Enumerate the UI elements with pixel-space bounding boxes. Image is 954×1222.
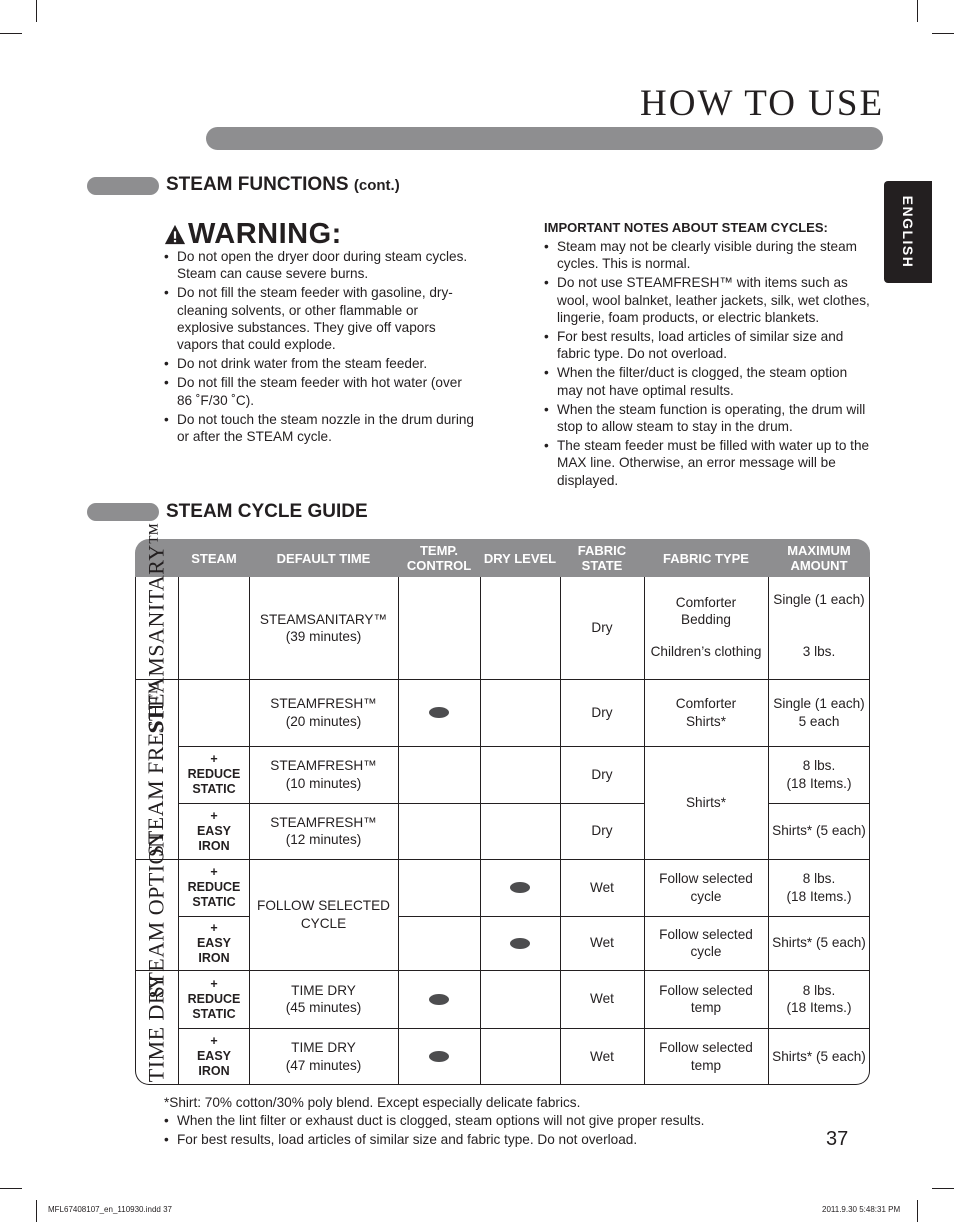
max-amount-cell: Shirts* (5 each) [772, 1048, 866, 1064]
table-hline [398, 916, 480, 917]
fabric-type-cell: Follow selected temp [659, 1040, 753, 1073]
fabric-type-cell: Comforter Bedding [675, 594, 737, 627]
temp-control-dot [429, 994, 449, 1005]
steam-option-cell: + EASY IRON [196, 1034, 232, 1078]
column-header: MAXIMUM AMOUNT [787, 543, 851, 573]
warning-item: • Do not open the dryer door during steam cycles. Steam can cause severe burns. [164, 248, 474, 282]
footnote-item: • For best results, load articles of similar size and fabric type. Do not overload. [164, 1131, 804, 1148]
section-title-steam-functions [166, 174, 400, 196]
notes-list [544, 238, 874, 491]
warning-icon [164, 224, 186, 246]
temp-control-dot [429, 1051, 449, 1062]
fabric-type-cell: Follow selected cycle [659, 871, 753, 904]
default-time-cell: TIME DRY (47 minutes) [285, 1040, 362, 1073]
group-label-text: STEAMSANITARY™ [143, 522, 169, 734]
column-header: DRY LEVEL [483, 550, 557, 566]
imprint-left: MFL67408107_en_110930.indd 37 [48, 1205, 172, 1214]
dry-level-dot [510, 882, 530, 893]
fabric-state-cell: Wet [590, 991, 614, 1007]
max-amount-cell: Shirts* (5 each) [772, 823, 866, 839]
max-amount-cell: Single (1 each) 5 each [773, 696, 865, 729]
fabric-state-cell: Dry [591, 620, 613, 636]
crop-mark [932, 33, 954, 34]
group-label-text: STEAM FRESH™ [143, 680, 169, 858]
warning-item: • Do not fill the steam feeder with gasoline, dry-cleaning solvents, or other flammable or explosive substances. They give off vapors vapors that could explode. [164, 284, 474, 353]
crop-mark [917, 1200, 918, 1222]
footnote-shirt: *Shirt: 70% cotton/30% poly blend. Except especially delicate fabrics. [164, 1095, 581, 1110]
page-title: HOW TO USE [640, 83, 885, 124]
notes-item: • When the steam function is operating, the drum will stop to allow steam to stay in the drum. [544, 401, 874, 435]
warning-heading [164, 218, 342, 251]
table-hline [480, 803, 560, 804]
table-hline [398, 1028, 480, 1029]
default-time-cell: STEAMSANITARY™ (39 minutes) [259, 611, 388, 644]
group-label-text: STEAM OPTION [143, 831, 169, 998]
max-amount-cell: 8 lbs. (18 Items.) [786, 982, 852, 1015]
crop-mark [0, 33, 22, 34]
group-label [135, 522, 178, 734]
section-marker [87, 503, 159, 521]
default-time-cell: STEAMFRESH™ (20 minutes) [270, 696, 377, 729]
warning-item: • Do not fill the steam feeder with hot water (over 86 ˚F/30 ˚C). [164, 374, 474, 408]
max-amount-cell: Shirts* (5 each) [772, 935, 866, 951]
max-amount-cell: 3 lbs. [802, 644, 836, 660]
temp-control-dot [429, 707, 449, 718]
warning-item: • Do not drink water from the steam feeder. [164, 355, 474, 372]
table-hline [480, 916, 560, 917]
language-tab-label: ENGLISH [900, 195, 916, 269]
warning-list [164, 248, 474, 447]
steam-option-cell: + REDUCE STATIC [187, 865, 241, 909]
fabric-state-cell: Wet [590, 879, 614, 895]
section-marker [87, 177, 159, 195]
fabric-type-cell: Children’s clothing [650, 644, 762, 660]
fabric-type-cell: Follow selected cycle [659, 926, 753, 959]
fabric-type-cell: Shirts* [685, 794, 727, 810]
group-label [135, 970, 178, 1085]
column-header: TEMP. CONTROL [406, 543, 472, 573]
language-tab [884, 181, 932, 283]
table-vline [398, 577, 399, 1085]
column-header: STEAM [191, 550, 237, 566]
group-label-text: TIME DRY [143, 973, 169, 1082]
fabric-state-cell: Wet [590, 935, 614, 951]
group-label [135, 831, 178, 998]
section-title-text: STEAM FUNCTIONS [166, 174, 349, 195]
title-bar [206, 127, 883, 150]
crop-mark [932, 1188, 954, 1189]
section-title-suffix: (cont.) [353, 177, 400, 194]
fabric-state-cell: Dry [591, 823, 613, 839]
fabric-type-cell: Comforter Shirts* [675, 696, 737, 729]
column-header: FABRIC TYPE [663, 550, 749, 566]
max-amount-cell: 8 lbs. (18 Items.) [786, 758, 852, 791]
fabric-type-cell: Follow selected temp [659, 982, 753, 1015]
steam-option-cell: + REDUCE STATIC [187, 752, 241, 796]
table-hline [480, 746, 560, 747]
table-hline [398, 803, 480, 804]
crop-mark [36, 0, 37, 22]
steam-option-cell: + EASY IRON [196, 808, 232, 853]
default-time-cell: STEAMFRESH™ (10 minutes) [270, 758, 377, 791]
table-vline [480, 577, 481, 1085]
notes-heading: IMPORTANT NOTES ABOUT STEAM CYCLES: [544, 220, 828, 235]
notes-item: • The steam feeder must be filled with water up to the MAX line. Otherwise, an error message will be displayed. [544, 437, 874, 489]
default-time-cell: STEAMFRESH™ (12 minutes) [270, 814, 377, 847]
max-amount-cell: 8 lbs. (18 Items.) [786, 871, 852, 904]
crop-mark [917, 0, 918, 22]
crop-mark [36, 1200, 37, 1222]
fabric-state-cell: Wet [590, 1048, 614, 1064]
default-time-cell: FOLLOW SELECTED CYCLE [257, 898, 390, 931]
column-header: DEFAULT TIME [276, 550, 371, 566]
steam-option-cell: + EASY IRON [196, 920, 232, 965]
default-time-cell: TIME DRY (45 minutes) [285, 982, 362, 1015]
warning-heading-text: WARNING: [188, 218, 342, 250]
warning-item: • Do not touch the steam nozzle in the drum during or after the STEAM cycle. [164, 411, 474, 445]
steam-option-cell: + REDUCE STATIC [187, 976, 241, 1021]
notes-item: • For best results, load articles of similar size and fabric type. Do not overload. [544, 328, 874, 362]
imprint-right: 2011.9.30 5:48:31 PM [822, 1205, 901, 1214]
notes-item: • When the filter/duct is clogged, the steam option may not have optimal results. [544, 364, 874, 398]
page-number: 37 [826, 1128, 849, 1150]
notes-item: • Steam may not be clearly visible during the steam cycles. This is normal. [544, 238, 874, 272]
column-header: FABRIC STATE [577, 543, 627, 573]
fabric-state-cell: Dry [591, 704, 613, 720]
table-hline [480, 1028, 560, 1029]
footnote-item: • When the lint filter or exhaust duct is clogged, steam options will not give proper results. [164, 1112, 804, 1129]
table-hline [398, 746, 480, 747]
fabric-state-cell: Dry [591, 766, 613, 782]
footnote-list [164, 1112, 804, 1150]
crop-mark [0, 1188, 22, 1189]
max-amount-cell: Single (1 each) [773, 592, 865, 608]
notes-item: • Do not use STEAMFRESH™ with items such as wool, wool balnket, leather jackets, silk, wet clothes, lingerie, foam products, or electric blankets. [544, 274, 874, 326]
dry-level-dot [510, 938, 530, 949]
section-title-cycle-guide: STEAM CYCLE GUIDE [166, 501, 368, 522]
